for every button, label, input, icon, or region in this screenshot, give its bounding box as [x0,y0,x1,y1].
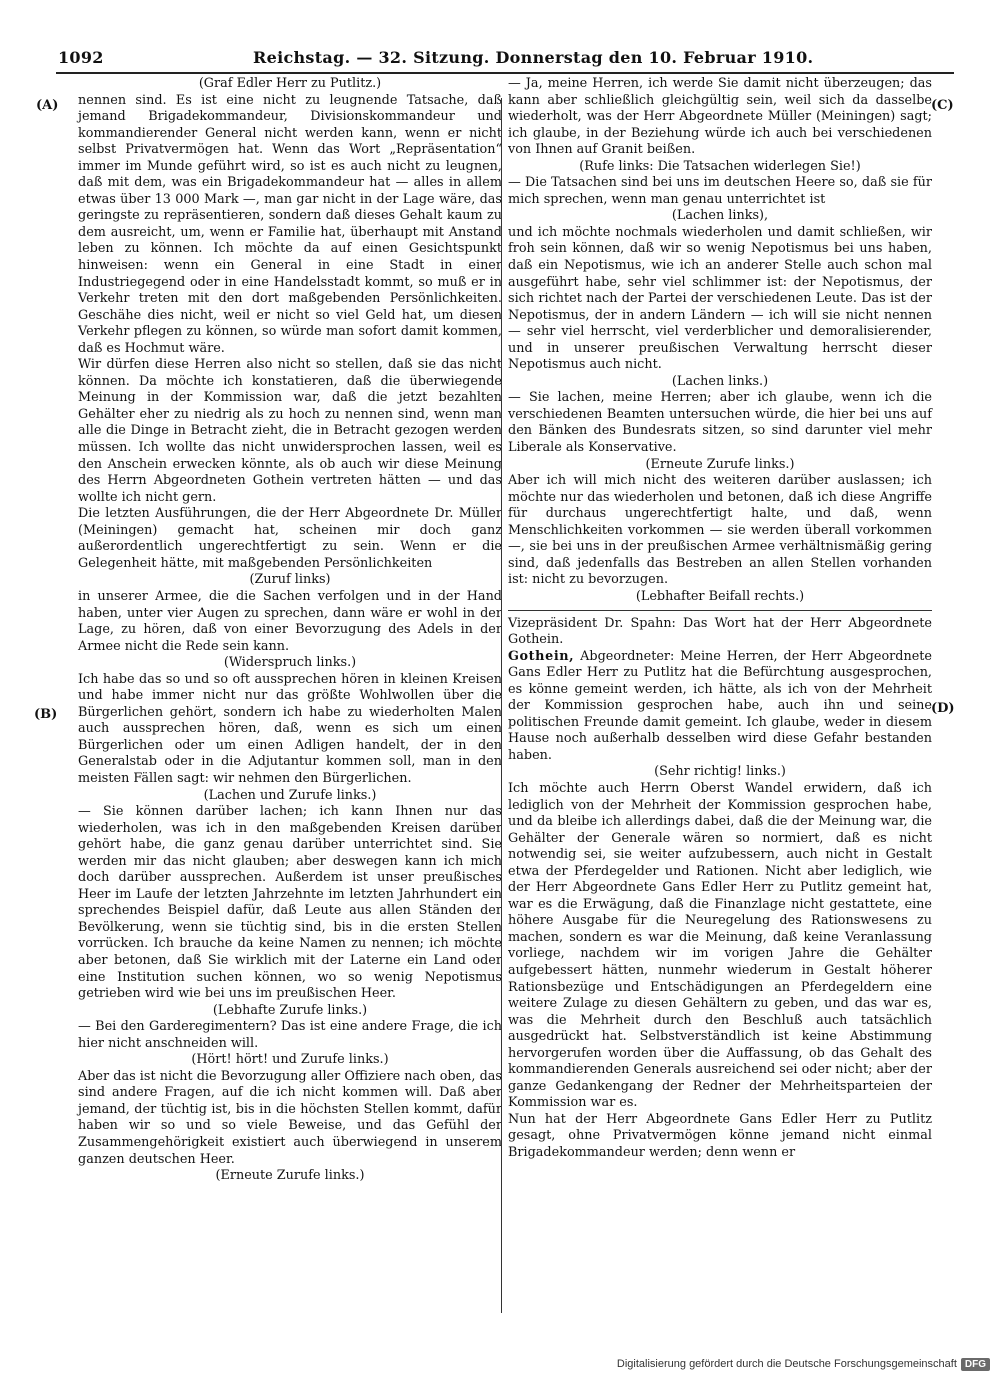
margin-marker-c: (C) [931,98,954,113]
speaker-paragraph [508,649,932,765]
interjection: (Hört! hört! und Zurufe links.) [191,1052,389,1068]
speaker-text: Abgeordneter: Meine Herren, der Herr Abgeordnete Gans Edler Herr zu Putlitz hat die Befürchtung ausgesprochen, es könne gemeint werden, ich hätte, als ich von der Mehrheit der Kommission gesprochen habe, auch ihn und seine politischen Freunde damit gemeint. Ich glaube, weder in diesem Hause noch außerhalb desselben wird diese Gefahr bestanden haben. [508,648,932,763]
interjection: (Rufe links: Die Tatsachen widerlegen Sie!) [579,158,861,174]
paragraph: Nun hat der Herr Abgeordnete Gans Edler Herr zu Putlitz gesagt, ohne Privatvermögen könne jemand nicht einmal Brigadekommandeur werden; denn wenn er [508,1111,932,1160]
paragraph: Ich habe das so und so oft aussprechen hören in kleinen Kreisen und habe immer nicht nur das größte Wohlwollen über die Bürgerlichen gehört, sondern ich habe zu wiederholten Malen auch aussprechen hören, daß, wenn es sich um einen Bürgerlichen oder um einen Adligen handelt, der in den Generalstab oder in die Adjutantur kommen soll, man in den meisten Fällen sagt: wir nehmen den Bürgerlichen. [78,671,502,786]
interjection: (Lebhafter Beifall rechts.) [635,588,805,604]
margin-marker-b: (B) [34,707,58,722]
dfg-logo: DFG [961,1358,990,1371]
paragraph: Wir dürfen diese Herren also nicht so stellen, daß sie das nicht können. Da möchte ich konstatieren, daß die überwiegende Meinung in der Kommission war, daß die jetzt bezahlten Gehälter eher zu niedrig als zu hoch zu nennen sind, wenn man alle die Dinge in Betracht zieht, die in Betracht gezogen werden müssen. Ich wollte das nicht unwidersprochen lassen, weil es den Anschein erwecken könnte, als ob auch wir diese Meinung des Herrn Abgeordneten Gothein vertreten hätten — und das wollte ich nicht gern. [78,357,502,505]
page-header [58,48,954,70]
interjection: (Graf Edler Herr zu Putlitz.) [198,76,382,91]
paragraph: — Bei den Garderegimentern? Das ist eine andere Frage, die ich hier nicht anschneiden will. [78,1019,502,1051]
footer-credit [600,1358,990,1378]
paragraph: — Die Tatsachen sind bei uns im deutschen Heere so, daß sie für mich sprechen, wenn man genau unterrichtet ist [508,175,932,207]
interjection: (Lebhafte Zurufe links.) [212,1002,368,1018]
paragraph: — Sie lachen, meine Herren; aber ich glaube, wenn ich die verschiedenen Beamten untersuchen würde, die hier bei uns auf den Bänken des Bundesrats sitzen, so sind darunter viel mehr Liberale als Konservative. [508,390,932,456]
paragraph: Ich möchte auch Herrn Oberst Wandel erwidern, daß ich lediglich von der Mehrheit der Kommission gesprochen habe, und da bleibe ich allerdings dabei, daß die der Meinung war, die Gehälter der Generale wären so normiert, daß es nicht notwendig sei, sie weiter aufzubessern, auch nicht in Gestalt etwa der Pferdegelder und Rationen. Nicht aber lediglich, wie der Herr Abgeordnete Gans Edler Herr zu Putlitz gemeint hat, war es die Erwägung, daß die Finanzlage nicht gestattete, eine höhere Ausgabe für die Neuregelung des Rationswesens zu machen, sondern es war die Meinung, daß keine Veranlassung vorliege, nachdem wir im vorigen Jahre die Gehälter aufgebessert hätten, nunmehr wiederum in Gestalt höherer Rationsbezüge und Entschädigungen an Pferdegeldern eine weitere Zulage zu diesen Gehältern zu geben, und das war es, was die Mehrheit durch den Beschluß auch tatsächlich ausgedrückt hat. Selbstverständlich ist keine Abstimmung hervorgerufen worden über die Auffassung, ob das Gehalt des kommandierenden Generals ausreichend sei oder nicht; aber der ganze Gedankengang der Redner der Mehrheitsparteien der Kommission war es. [508,780,932,1111]
paragraph: Aber das ist nicht die Bevorzugung aller Offiziere nach oben, das sind andere Fragen, auf die ich nicht kommen will. Daß aber jemand, der tüchtig ist, bis in die höchsten Stellen kommt, dafür haben wir so und so viele Beweise, und das Gefühl der Zusammengehörigkeit existiert auch überwiegend in unserem ganzen deutschen Heer. [78,1068,502,1167]
paragraph: nennen sind. Es ist eine nicht zu leugnende Tatsache, daß jemand Brigadekommandeur, Divisionskommandeur und kommandierender General nicht werden kann, wenn er nicht selbst Privatvermögen hat. Wenn das Wort „Repräsentation“ immer im Munde geführt wird, so ist es auch nicht zu leugnen, daß mit dem, was ein Brigadekommandeur hat — alles in allem etwas über 13 000 Mark —, man gar nicht in der Lage wäre, das geringste zu repräsentieren, sondern daß dieses Gehalt kaum zu dem ausreicht, um, wenn er Familie hat, überhaupt mit Anstand leben zu können. Ich möchte da auf einen Gesichtspunkt hinweisen: wenn ein General in eine Stadt in einer Industriegegend oder in eine Handelsstadt kommt, so muß er in Verkehr treten mit den dort maßgebenden Persönlichkeiten. Geschähe dies nicht, weil er nicht so viel Geld hat, um diesen Verkehr pflegen zu können, so würde man sofort damit kommen, daß es Hochmut wäre. [78,92,502,356]
column-divider [501,98,502,1313]
interjection: (Lachen links.) [671,373,769,389]
paragraph: und ich möchte nochmals wiederholen und damit schließen, wir froh sein können, daß wir so wenig Nepotismus bei uns haben, daß ein Nepotismus, wie ich an anderer Stelle auch schon mal ausgeführt habe, sehr viel schlimmer ist: der Nepotismus, der sich richtet nach der Partei der verschiedenen Leute. Das ist der Nepotismus, der in andern Ländern — ich will sie nicht nennen — sehr viel herrscht, viel verderblicher und demoralisierender, und in unserer preußischen Verwaltung herrscht dieser Nepotismus auch nicht. [508,224,932,373]
interjection: (Lachen und Zurufe links.) [203,787,377,803]
paragraph: — Ja, meine Herren, ich werde Sie damit nicht überzeugen; das kann aber schließlich gleichgültig sein, weil sich da dasselbe wiederholt, was der Herr Abgeordnete Müller (Meiningen) sagt; ich glaube, in der Beziehung würde ich auch bei verschiedenen von Ihnen auf Granit beißen. [508,76,932,158]
page-number: 1092 [58,48,104,67]
running-title: Reichstag. — 32. Sitzung. Donnerstag den 10. Februar 1910. [253,48,814,67]
paragraph: in unserer Armee, die die Sachen verfolgen und in der Hand haben, unter vier Augen zu sprechen, dann wäre er wohl in der Lage, zu hören, daß von einer Bevorzugung des Adels in der Armee nicht die Rede sein kann. [78,588,502,654]
section-rule [508,610,932,611]
paragraph: — Sie können darüber lachen; ich kann Ihnen nur das wiederholen, was ich in den maßgebenden Kreisen darüber gehört habe, die ganz genau darüber unterrichtet sind. Sie werden mir das nicht glauben; aber deswegen kann ich mich doch darüber aussprechen. Außerdem ist unser preußisches Heer im Laufe der letzten Jahrzehnte im letzten Jahrhundert ein sprechendes Beispiel dafür, daß Leute aus allen Ständen der Bevölkerung, wenn sie tüchtig sind, bis in die ersten Stellen vorrücken. Ich brauche da keine Namen zu nennen; ich möchte aber betonen, daß Sie wirklich mit der Laterne ein Land oder eine Institution suchen können, wo so wenig Nepotismus getrieben wird wie bei uns im preußischen Heer. [78,804,502,1002]
speaker-name: Gothein, [508,648,575,664]
interjection: (Erneute Zurufe links.) [645,456,795,472]
interjection: (Sehr richtig! links.) [654,764,786,780]
footer-text: Digitalisierung gefördert durch die Deutsche Forschungsgemeinschaft [616,1358,957,1370]
interjection: (Erneute Zurufe links.) [215,1168,365,1184]
margin-marker-d: (D) [931,701,955,716]
paragraph: Vizepräsident Dr. Spahn: Das Wort hat der Herr Abgeordnete Gothein. [508,615,932,648]
paragraph: Aber ich will mich nicht des weiteren darüber auslassen; ich möchte nur das wiederholen und betonen, daß ich diese Angriffe für durchaus ungerechtfertigt halte, und daß, wenn Menschlichkeiten vorkommen — sie werden überall vorkommen —, sie bei uns in der preußischen Armee verhältnismäßig gering sind, daß jedenfalls das Bestreben an allen Stellen vorhanden ist: nicht zu bevorzugen. [508,473,932,588]
paragraph: Die letzten Ausführungen, die der Herr Abgeordnete Dr. Müller (Meiningen) gemacht hat, scheinen mir doch ganz außerordentlich ungerechtfertigt zu sein. Wenn er die Gelegenheit hätte, mit maßgebenden Persönlichkeiten [78,506,502,571]
left-column [78,76,502,1185]
margin-marker-a: (A) [36,98,59,113]
right-column [508,76,932,1162]
interjection: (Lachen links), [671,208,769,224]
interjection: (Widerspruch links.) [223,655,357,671]
header-rule [56,72,954,74]
interjection: (Zuruf links) [249,572,331,588]
